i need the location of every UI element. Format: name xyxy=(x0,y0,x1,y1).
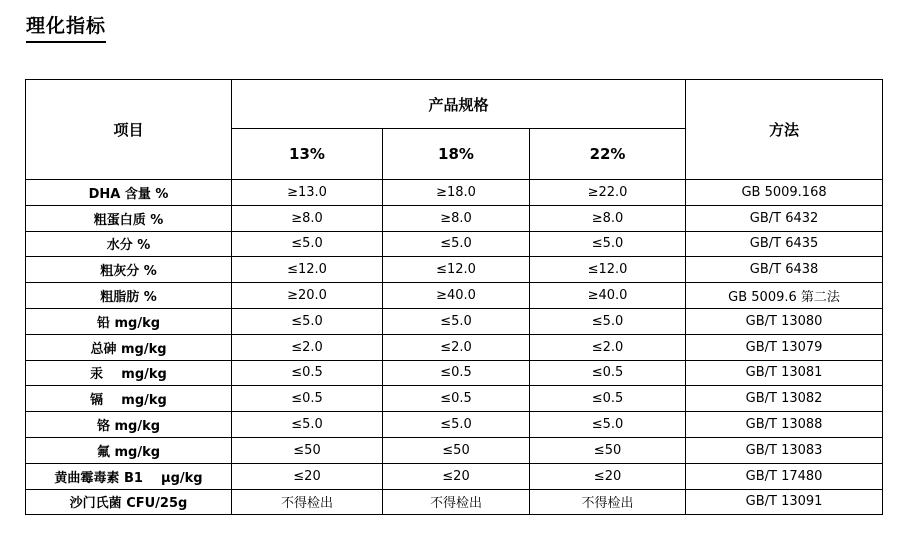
item-cell: 粗灰分 % xyxy=(26,257,232,283)
value-22-cell: ≤12.0 xyxy=(530,257,686,283)
item-cell: 汞 mg/kg xyxy=(26,360,232,386)
value-13-cell: ≥13.0 xyxy=(232,180,383,206)
value-18-cell: 不得检出 xyxy=(383,489,530,515)
item-cell: 黄曲霉毒素 B1 μg/kg xyxy=(26,463,232,489)
value-13-cell: ≤0.5 xyxy=(232,386,383,412)
table-row xyxy=(26,205,883,231)
value-22-cell: ≥22.0 xyxy=(530,180,686,206)
value-18-cell: ≤0.5 xyxy=(383,386,530,412)
value-13-cell: ≤0.5 xyxy=(232,360,383,386)
table-row xyxy=(26,437,883,463)
method-cell: GB/T 6435 xyxy=(686,231,883,257)
value-13-cell: ≥20.0 xyxy=(232,283,383,309)
method-cell: GB/T 13080 xyxy=(686,308,883,334)
value-13-cell: ≤20 xyxy=(232,463,383,489)
table-row xyxy=(26,257,883,283)
value-18-cell: ≤50 xyxy=(383,437,530,463)
header-spec-22: 22% xyxy=(530,129,686,180)
value-18-cell: ≤5.0 xyxy=(383,308,530,334)
item-cell: 总砷 mg/kg xyxy=(26,334,232,360)
table-row xyxy=(26,360,883,386)
table-row xyxy=(26,412,883,438)
value-22-cell: ≤50 xyxy=(530,437,686,463)
method-cell: GB/T 13091 xyxy=(686,489,883,515)
value-13-cell: ≥8.0 xyxy=(232,205,383,231)
header-spec-group: 产品规格 xyxy=(232,80,686,129)
table-row xyxy=(26,489,883,515)
value-22-cell: ≥8.0 xyxy=(530,205,686,231)
table-body xyxy=(26,180,883,515)
value-22-cell: 不得检出 xyxy=(530,489,686,515)
page-title: 理化指标 xyxy=(26,14,106,43)
value-18-cell: ≤12.0 xyxy=(383,257,530,283)
table-row xyxy=(26,180,883,206)
value-18-cell: ≤2.0 xyxy=(383,334,530,360)
value-22-cell: ≤20 xyxy=(530,463,686,489)
item-cell: 铬 mg/kg xyxy=(26,412,232,438)
value-13-cell: ≤5.0 xyxy=(232,412,383,438)
value-22-cell: ≤5.0 xyxy=(530,412,686,438)
value-13-cell: ≤2.0 xyxy=(232,334,383,360)
value-18-cell: ≤20 xyxy=(383,463,530,489)
value-18-cell: ≥18.0 xyxy=(383,180,530,206)
method-cell: GB/T 13088 xyxy=(686,412,883,438)
value-13-cell: 不得检出 xyxy=(232,489,383,515)
value-13-cell: ≤5.0 xyxy=(232,308,383,334)
header-spec-13: 13% xyxy=(232,129,383,180)
value-22-cell: ≤5.0 xyxy=(530,231,686,257)
header-spec-18: 18% xyxy=(383,129,530,180)
item-cell: 水分 % xyxy=(26,231,232,257)
value-22-cell: ≤0.5 xyxy=(530,386,686,412)
header-method: 方法 xyxy=(686,80,883,180)
table-row xyxy=(26,463,883,489)
item-cell: 镉 mg/kg xyxy=(26,386,232,412)
value-22-cell: ≤2.0 xyxy=(530,334,686,360)
method-cell: GB/T 13079 xyxy=(686,334,883,360)
spec-table xyxy=(25,79,883,515)
item-cell: DHA 含量 % xyxy=(26,180,232,206)
method-cell: GB/T 13083 xyxy=(686,437,883,463)
method-cell: GB/T 6432 xyxy=(686,205,883,231)
item-cell: 粗蛋白质 % xyxy=(26,205,232,231)
header-item: 项目 xyxy=(26,80,232,180)
table-row xyxy=(26,386,883,412)
method-cell: GB/T 13082 xyxy=(686,386,883,412)
method-cell: GB 5009.168 xyxy=(686,180,883,206)
table-row xyxy=(26,231,883,257)
item-cell: 铅 mg/kg xyxy=(26,308,232,334)
value-13-cell: ≤12.0 xyxy=(232,257,383,283)
item-cell: 粗脂肪 % xyxy=(26,283,232,309)
value-18-cell: ≤5.0 xyxy=(383,412,530,438)
method-cell: GB/T 13081 xyxy=(686,360,883,386)
table-row xyxy=(26,334,883,360)
table-row xyxy=(26,308,883,334)
value-22-cell: ≤5.0 xyxy=(530,308,686,334)
value-18-cell: ≤0.5 xyxy=(383,360,530,386)
method-cell: GB/T 6438 xyxy=(686,257,883,283)
table-row xyxy=(26,283,883,309)
method-cell: GB 5009.6 第二法 xyxy=(686,283,883,309)
value-13-cell: ≤50 xyxy=(232,437,383,463)
value-18-cell: ≥40.0 xyxy=(383,283,530,309)
item-cell: 沙门氏菌 CFU/25g xyxy=(26,489,232,515)
value-18-cell: ≥8.0 xyxy=(383,205,530,231)
item-cell: 氟 mg/kg xyxy=(26,437,232,463)
value-22-cell: ≥40.0 xyxy=(530,283,686,309)
value-13-cell: ≤5.0 xyxy=(232,231,383,257)
value-18-cell: ≤5.0 xyxy=(383,231,530,257)
method-cell: GB/T 17480 xyxy=(686,463,883,489)
value-22-cell: ≤0.5 xyxy=(530,360,686,386)
